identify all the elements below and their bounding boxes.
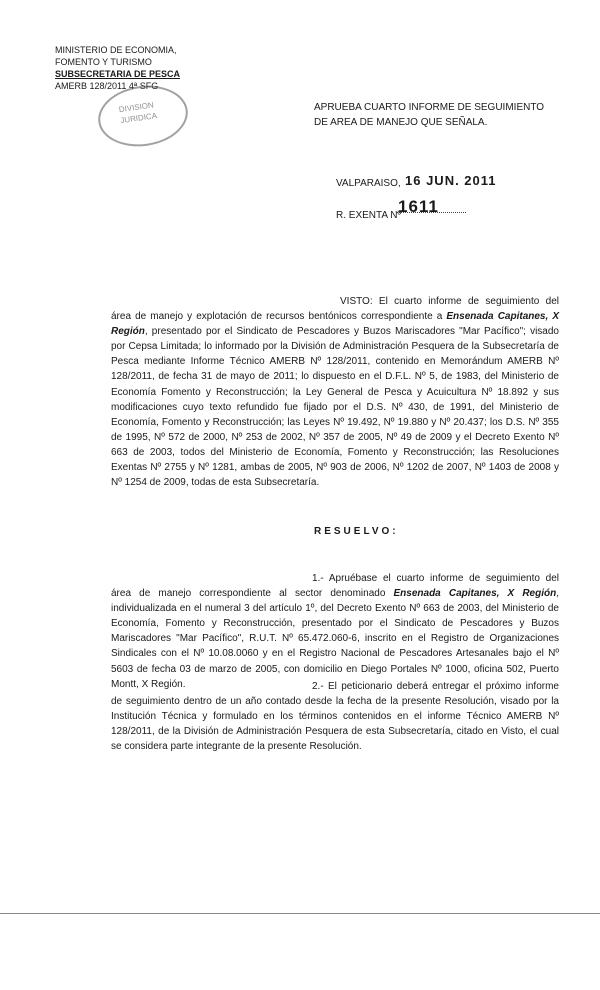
- visto-paragraph: [111, 294, 559, 490]
- resuelvo-paragraph-2: 2.- El peticionario deberá entregar el próximo informe de seguimiento dentro de un año contado desde la fecha de la presente Resolución, visado por la Institución Técnica y formulado en los términos contenidos en el informe Técnico AMERB Nº 128/2011, de la División de Administración Pesquera de esta Subsecretaría, citado en Visto, el cual se considera parte integrante de la presente Resolución.: [111, 681, 559, 753]
- p1-text-b: , individualizada en el numeral 3 del artículo 1º, del Decreto Exento Nº 663 de 2003, del Ministerio de Economía, Fomento y Reconstrucción, presentado por el Sindicato de Pescadores y Buzos Mariscadores "Mar Pacífico", R.U.T. Nº 65.472.060-6, inscrito en el Registro de Organizaciones Sindicales con el Nº 10.08.0060 y en el Registro Nacional de Pescadores Artesanales bajo el Nº 5603 de fecha 03 de marzo de 2005, con domicilio en Diego Portales Nº 1000, oficina 502, Puerto Montt, X Región.: [111, 588, 559, 690]
- ministry-header: [55, 44, 181, 92]
- place-label: VALPARAISO,: [336, 178, 401, 189]
- visto-text-1: El cuarto informe de seguimiento del área de manejo y explotación de recursos bentónicos correspondiente a: [111, 296, 559, 323]
- visto-lead: VISTO:: [340, 296, 373, 307]
- visto-emphasis: Ensenada Capitanes, X Región: [111, 311, 560, 338]
- date-stamp: 16 JUN. 2011: [405, 173, 497, 188]
- resuelvo-paragraph-1: [111, 571, 559, 692]
- p1-emphasis: Ensenada Capitanes, X Región: [393, 588, 557, 600]
- ministry-line-2: FOMENTO Y TURISMO: [55, 57, 152, 67]
- resuelvo-heading: RESUELVO:: [314, 526, 399, 537]
- ministry-line-4: AMERB 128/2011 4ª SFG: [55, 81, 159, 91]
- resolution-number: 1611: [398, 197, 439, 216]
- footer-rule: [0, 913, 600, 914]
- stamp-line-1: DIVISION: [118, 100, 155, 115]
- ministry-line-1: MINISTERIO DE ECONOMIA,: [55, 45, 177, 55]
- document-title: APRUEBA CUARTO INFORME DE SEGUIMIENTO DE AREA DE MANEJO QUE SEÑALA.: [314, 102, 545, 128]
- stamp-line-2: JURIDICA: [119, 111, 158, 126]
- ministry-line-3: SUBSECRETARIA DE PESCA: [55, 69, 181, 79]
- p1-text-a: 1.- Apruébase el cuarto informe de seguimiento del área de manejo correspondiente al sector denominado: [111, 573, 559, 600]
- resolution-label: R. EXENTA Nº: [336, 210, 402, 221]
- visto-text-2: , presentado por el Sindicato de Pescadores y Buzos Mariscadores "Mar Pacífico"; visado por Cepsa Limitada; lo informado por la División de Administración Pesquera de la Subsecretaría de Pesca mediante Informe Técnico AMERB Nº 128/2011, contenido en Memorándum AMERB Nº 128/2011, de fecha 31 de mayo de 2011; lo dispuesto en el D.F.L. Nº 5, de 1983, del Ministerio de Economía Fomento y Reconstrucción; la Ley General de Pesca y Acuicultura Nº 18.892 y sus modificaciones cuyo texto refundido fue fijado por el D.S. Nº 430, de 1991, del Ministerio de Economía, Fomento y Reconstrucción; las Leyes Nº 19.492, Nº 19.880 y Nº 20.437; los D.S. Nº 355 de 1995, Nº 572 de 2000, Nº 253 de 2002, Nº 357 de 2005, Nº 49 de 2009 y el Decreto Exento Nº 663 de 2003, todos del Ministerio de Economía, Fomento y Reconstrucción; las Resoluciones Exentas Nº 2755 y Nº 1281, ambas de 2005, Nº 903 de 2006, Nº 1202 de 2007, Nº 1403 de 2008 y Nº 1254 de 2009, todas de esta Subsecretaría.: [111, 326, 559, 489]
